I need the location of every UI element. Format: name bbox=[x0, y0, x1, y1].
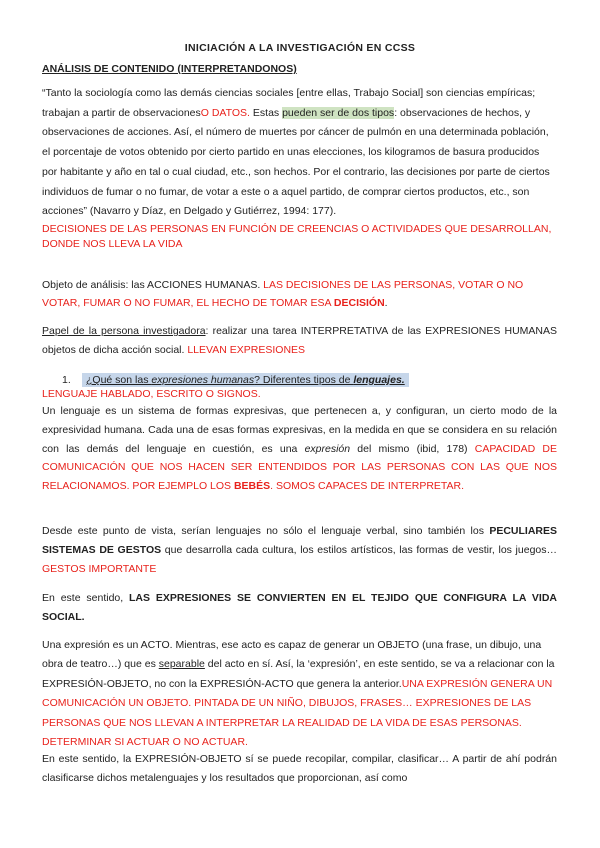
list-item-1 bbox=[42, 373, 442, 387]
document-title: INICIACIÓN A LA INVESTIGACIÓN EN CCSS bbox=[184, 42, 416, 54]
italic-text: expresión bbox=[304, 442, 351, 455]
paragraph-text: Objeto de análisis: las ACCIONES HUMANAS. bbox=[42, 279, 264, 291]
paragraph-object-expression bbox=[42, 750, 557, 789]
annotation-red: LLEVAN EXPRESIONES bbox=[187, 344, 306, 356]
underlined-text: separable bbox=[158, 658, 205, 671]
annotation-red-bold: DECISIÓN bbox=[333, 297, 385, 309]
quote-text: Estas bbox=[249, 106, 283, 119]
paragraph-text: En este sentido, bbox=[42, 592, 130, 604]
paragraph-text: del acto en sí. Así, la ‘expresión’, en este sentido, se va a relacionar con la EXPRESIÓN-OBJETO, no con la EXPRESIÓN-ACTO que genera la anterior. bbox=[42, 658, 555, 690]
highlighted-heading bbox=[82, 373, 409, 387]
paragraph-object bbox=[42, 276, 557, 312]
paragraph-language bbox=[42, 387, 557, 496]
bold-text: PECULIARES SISTEMAS DE GESTOS bbox=[42, 525, 557, 556]
paragraph-text: En este sentido, la EXPRESIÓN-OBJETO sí se puede recopilar, compilar, clasificar… A partir de ahí podrán clasificarse dichos metalenguajes y los resultados que proporcionan, así como bbox=[42, 753, 557, 785]
paragraph-text: Un lenguaje es un sistema de formas expresivas, que pertenecen a, y configuran, un cierto modo de la expresividad humana. Cada una de esas formas expresivas, en la medida en que se considera en su relación con las demás del lenguaje en cuestión, es una bbox=[42, 405, 557, 455]
heading-bold-italic: lenguajes. bbox=[353, 374, 405, 386]
annotation-red-bold: BEBÉS bbox=[233, 480, 271, 493]
highlighted-text: pueden ser de dos tipos bbox=[282, 106, 395, 119]
annotation-red: . SOMOS CAPACES DE INTERPRETAR. bbox=[270, 480, 465, 493]
section-subtitle: ANÁLISIS DE CONTENIDO (INTERPRETANDONOS) bbox=[42, 63, 297, 75]
paragraph-text: : realizar una tarea INTERPRETATIVA de las EXPRESIONES HUMANAS objetos de dicha acción social. bbox=[42, 325, 557, 356]
annotation-red: O DATOS. bbox=[200, 106, 250, 119]
heading-italic: expresiones humanas bbox=[151, 374, 255, 386]
paragraph-quote bbox=[42, 84, 557, 252]
underlined-text: Papel de la persona investigadora bbox=[42, 325, 206, 337]
heading-text: ¿Qué son las bbox=[86, 374, 152, 386]
list-number: 1. bbox=[62, 374, 71, 386]
annotation-red: LENGUAJE HABLADO, ESCRITO O SIGNOS. bbox=[42, 388, 261, 400]
annotation-red: LAS DECISIONES DE LAS PERSONAS, VOTAR O NO VOTAR, FUMAR O NO FUMAR, EL HECHO DE TOMAR ESA bbox=[42, 279, 524, 309]
quote-text: : observaciones de hechos, y observaciones de acciones. Así, el número de muertes por cáncer de pulmón en una determinada población, el porcentaje de votos obtenido por cierto partido en unas elecciones, los kilogramos de basura producidos por habitante y año en tal o cual ciudad, etc., son hechos. Por el contrario, las decisiones por parte de ciertos individuos de fumar o no fumar, de votar a este o a aquel partido, de comprar ciertos productos, etc., son acciones” (Navarro y Díaz, en Delgado y Gutiérrez, 1994: 177). bbox=[42, 106, 550, 218]
paragraph-text: Desde este punto de vista, serían lenguajes no sólo el lenguaje verbal, sino también los bbox=[42, 525, 490, 537]
bold-text: LAS EXPRESIONES SE CONVIERTEN EN EL TEJIDO QUE CONFIGURA LA VIDA SOCIAL. bbox=[42, 592, 557, 623]
heading-text: ? Diferentes tipos de bbox=[254, 374, 354, 386]
paragraph-gestures bbox=[42, 522, 557, 579]
paragraph-social bbox=[42, 589, 557, 627]
annotation-red: DECISIONES DE LAS PERSONAS EN FUNCIÓN DE CREENCIAS O ACTIVIDADES QUE DESARROLLAN, DONDE NOS LLEVA LA VIDA bbox=[42, 222, 552, 250]
annotation-red: GESTOS IMPORTANTE bbox=[42, 563, 157, 575]
paragraph-text: del mismo (ibid, 178) bbox=[350, 442, 475, 455]
paragraph-text: que desarrolla cada cultura, los estilos artísticos, las formas de vestir, los juegos… bbox=[161, 544, 558, 556]
paragraph-text: Una expresión es un ACTO. Mientras, ese acto es capaz de generar un OBJETO (una frase, un dibujo, una obra de teatro…) que es bbox=[42, 639, 542, 671]
paragraph-role bbox=[42, 322, 557, 360]
annotation-red: UNA EXPRESIÓN GENERA UN COMUNICACIÓN UN OBJETO. PINTADA DE UN NIÑO, DIBUJOS, FRASES… EXPRESIONES DE LAS PERSONAS QUE NOS LLEVAN A INTERPRETAR LA REALIDAD DE LA VIDA DE ESAS PERSONAS. DETERMINAR SI ACTUAR O NO ACTUAR. bbox=[42, 677, 553, 749]
paragraph-text: . bbox=[384, 297, 388, 309]
paragraph-expression bbox=[42, 636, 557, 752]
quote-text: “Tanto la sociología como las demás ciencias sociales [entre ellas, Trabajo Social] son ciencias empíricas; trabajan a partir de observaciones bbox=[42, 87, 536, 119]
annotation-red: CAPACIDAD DE COMUNICACIÓN QUE NOS HACEN SER ENTENDIDOS POR LAS PERSONAS CON LAS QUE NOS RELACIONAMOS. POR EJEMPLO LOS bbox=[42, 442, 557, 493]
